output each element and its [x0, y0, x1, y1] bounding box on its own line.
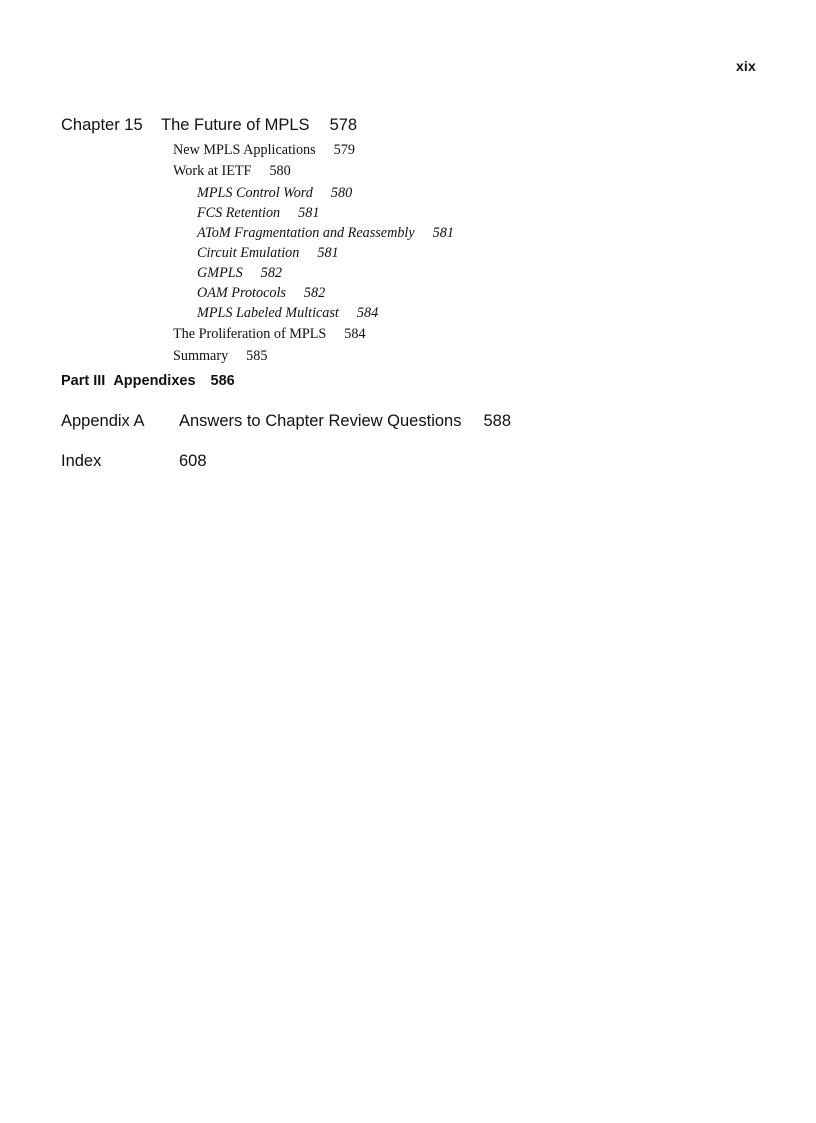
appendix-heading	[61, 412, 511, 431]
part-heading	[61, 373, 235, 389]
index-label: Index	[61, 452, 102, 470]
toc-subentry	[197, 225, 454, 242]
toc-entry-title: GMPLS	[197, 265, 243, 281]
appendix-page: 588	[483, 412, 511, 430]
chapter-title: The Future of MPLS	[161, 116, 310, 134]
index-page: 608	[179, 452, 207, 470]
toc-entry-page: 584	[356, 305, 379, 321]
toc-entry-page: 585	[246, 348, 268, 364]
toc-entry-title: MPLS Labeled Multicast	[197, 305, 339, 321]
toc-entry	[173, 326, 366, 343]
toc-entry-title: New MPLS Applications	[173, 142, 316, 158]
toc-entry-title: The Proliferation of MPLS	[173, 326, 327, 342]
toc-entry-title: AToM Fragmentation and Reassembly	[197, 225, 415, 241]
chapter-label: Chapter 15	[61, 116, 143, 134]
part-page: 586	[210, 373, 235, 389]
toc-subentry	[197, 185, 352, 202]
toc-entry-page: 580	[330, 185, 353, 201]
toc-entry-title: Circuit Emulation	[197, 245, 300, 261]
toc-subentry	[197, 205, 319, 222]
part-title: Appendixes	[113, 373, 196, 389]
toc-entry-page: 580	[269, 163, 291, 179]
toc-entry-page: 581	[298, 205, 320, 221]
page-number: xix	[735, 58, 756, 74]
toc-entry	[173, 348, 267, 365]
toc-entry-title: MPLS Control Word	[197, 185, 313, 201]
toc-entry	[173, 142, 355, 159]
chapter-heading	[61, 116, 357, 135]
appendix-label: Appendix A	[61, 412, 145, 430]
toc-entry-page: 584	[344, 326, 366, 342]
toc-entry-title: Summary	[173, 348, 229, 364]
toc-entry-page: 582	[303, 285, 326, 301]
toc-entry-title: Work at IETF	[173, 163, 252, 179]
appendix-title: Answers to Chapter Review Questions	[179, 412, 462, 430]
toc-entry-page: 582	[260, 265, 282, 281]
toc-subentry	[197, 285, 325, 302]
chapter-page: 578	[329, 116, 358, 134]
toc-subentry	[197, 305, 378, 322]
toc-entry-page: 581	[432, 225, 454, 241]
toc-subentry	[197, 245, 339, 262]
toc-entry-page: 579	[333, 142, 355, 158]
toc-entry-page: 581	[317, 245, 339, 261]
part-label: Part III	[61, 373, 106, 389]
index-heading	[61, 452, 207, 471]
toc-entry	[173, 163, 291, 180]
toc-entry-title: FCS Retention	[197, 205, 281, 221]
toc-subentry	[197, 265, 282, 282]
toc-entry-title: OAM Protocols	[197, 285, 286, 301]
